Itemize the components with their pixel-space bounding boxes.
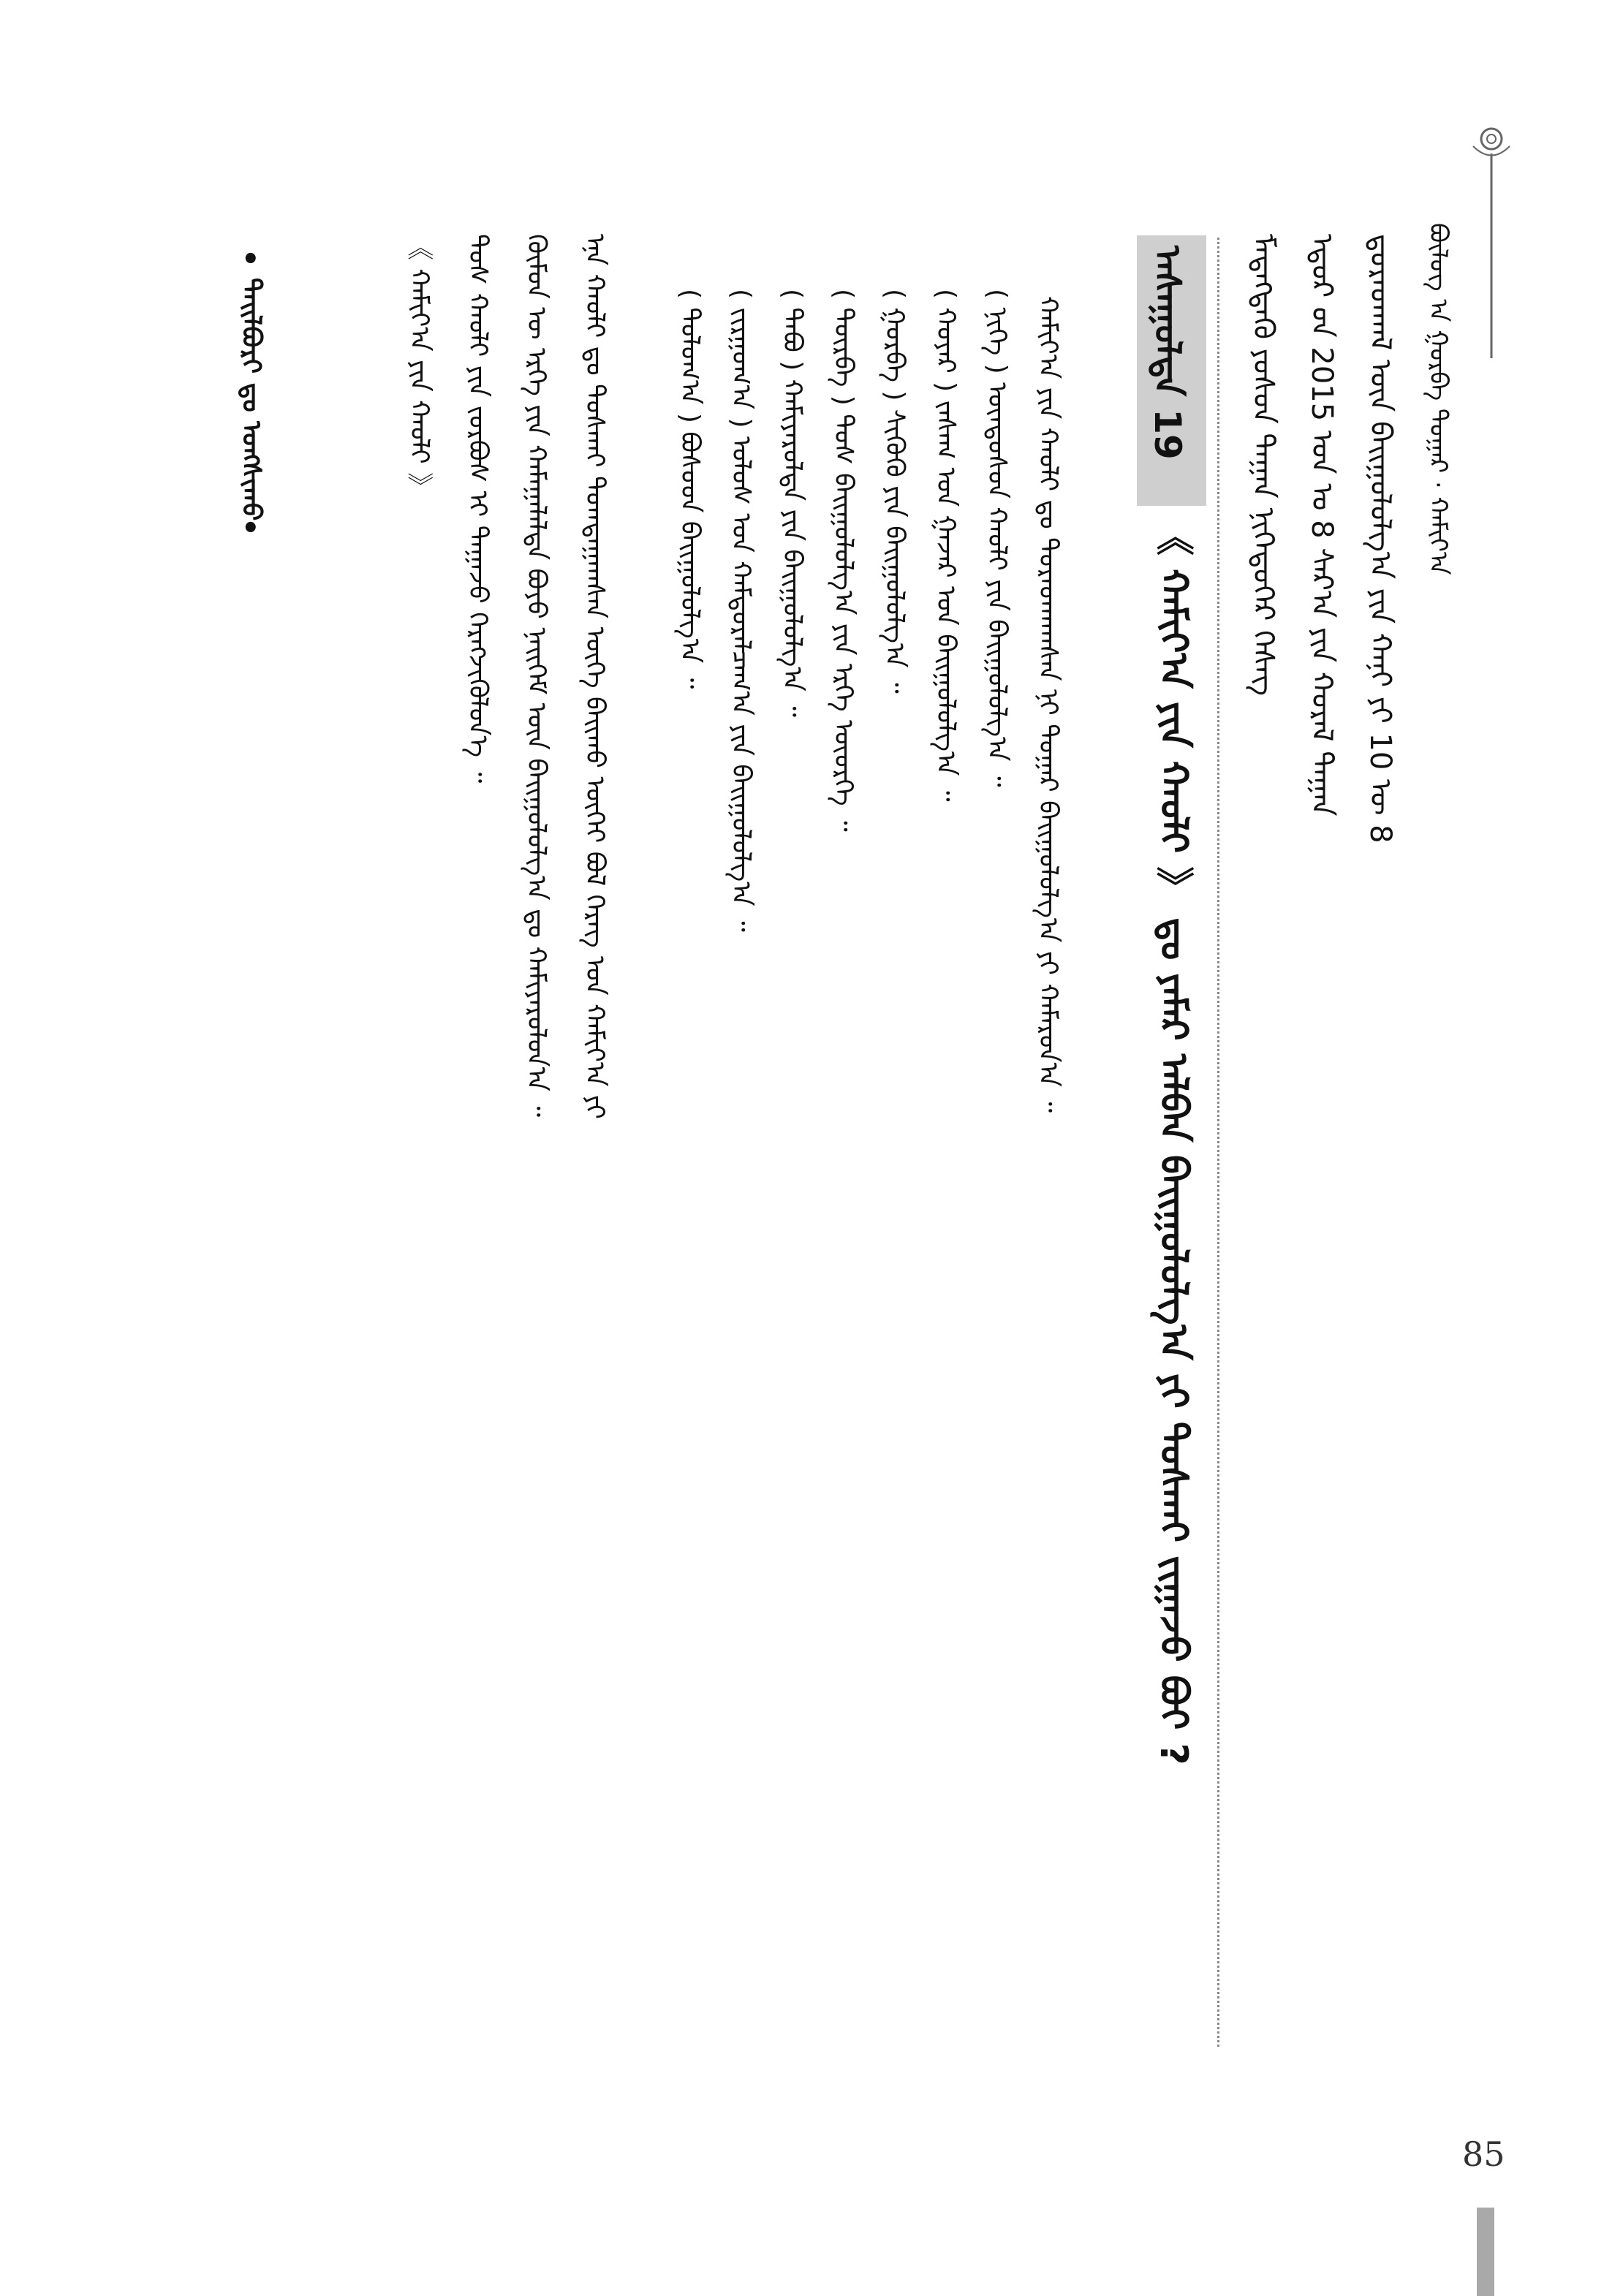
list-item-5: ( ᠲᠠᠪᠤ ) ᠬᠠᠮᠢᠶᠠᠷᠤᠯᠲᠠ ᠶᠢᠨ ᠪᠠᠢᠭᠤᠯᠤᠯᠭ᠎ᠠ ᠃ (777, 289, 807, 717)
question-text: 《 ᠬᠠᠮᠢᠶ᠎ᠠ ᠶᠢᠨ ᠬᠠᠤᠯᠢ 》 ᠳᠤ ᠶᠠᠮᠠᠷ ᠠᠯᠪᠠᠨ ᠪᠠᠢᠭᠤᠯᠤᠯᠭ᠎ᠠ ᠶᠢ ᠲᠤᠰᠬᠠᠢ ᠵᠢᠭᠠᠵᠤ ᠪᠤᠢ ? (1151, 518, 1195, 1765)
dotted-divider (1217, 238, 1219, 2047)
section-marker: ᠲᠠᠢᠯᠪᠤᠷᠢ ᠳᠤ ᠤᠩᠰᠢᠬᠤ (236, 278, 266, 521)
bullet-bottom: • (241, 512, 260, 545)
paragraph-line-2: ᠡᠳᠦᠷ ᠤ᠋ᠨ 2015 ᠤᠨ ᠤ 8 ᠰᠠᠷ᠎ᠠ ᠶᠢᠨ ᠬᠤᠷᠠᠯ ᠳᠠᠭᠠᠨ (1305, 234, 1339, 817)
page-edge-bar (1477, 2208, 1494, 2296)
page-number: 85 (1462, 2134, 1505, 2174)
list-item-4: ( ᠳᠦᠷᠪᠡ ) ᠲᠤᠰ ᠪᠠᠢᠭᠤᠯᠤᠯᠭ᠎ᠠ ᠶᠢᠨ ᠡᠷᠬᠡ ᠦᠦᠷᠭᠡ ᠃ (828, 289, 858, 832)
list-item-3: ( ᠭᠤᠷᠪᠠ ) ᠰᠢᠭᠦᠬᠦ ᠶᠢᠨ ᠪᠠᠢᠭᠤᠯᠤᠯᠭ᠎ᠠ ᠃ (879, 289, 909, 694)
closing-line-2: ᠬᠦᠮᠦᠨ ᠦ ᠡᠷᠬᠡ ᠶᠢᠨ ᠬᠠᠮᠠᠭᠠᠯᠠᠯᠲᠠ ᠪᠤᠶᠤ ᠨᠡᠢᠭᠡᠮ ᠦᠨ ᠪᠠᠢᠭᠤᠯᠤᠯᠭ᠎ᠠ ᠳᠤ ᠬᠠᠮᠢᠶᠠᠷᠤᠯᠤᠨ᠎ᠠ ᠃ (521, 234, 551, 1118)
ornament-flourish (1459, 124, 1524, 365)
paragraph-line-3: ᠮᠡᠳᠡᠭᠳᠡᠬᠦ ᠶᠤᠰᠤᠨ ᠳᠠᠭᠠᠨ ᠨᠢᠭᠡᠳᠦᠭᠡᠷ ᠬᠡᠰᠡᠭ (1246, 234, 1280, 697)
list-item-7: ( ᠳᠣᠯᠣᠭ᠎ᠠ ) ᠪᠤᠰᠤᠳ ᠪᠠᠢᠭᠤᠯᠤᠯᠭ᠎ᠠ ᠃ (675, 289, 705, 689)
list-item-1: ( ᠨᠢᠭᠡ ) ᠦᠨᠳᠦᠰᠦᠨ ᠬᠠᠤᠯᠢ ᠶᠢᠨ ᠪᠠᠢᠭᠤᠯᠤᠯᠭ᠎ᠠ ᠃ (982, 289, 1012, 787)
list-item-6: ( ᠵᠢᠷᠭᠤᠭ᠎ᠠ ) ᠤᠯᠤᠰ ᠤᠨ ᠬᠠᠮᠲᠤᠷᠠᠯᠴᠠᠭ᠎ᠠ ᠶᠢᠨ ᠪᠠᠢᠭᠤᠯᠤᠯᠭ᠎ᠠ ᠃ (726, 289, 756, 932)
running-header: ᠪᠦᠯᠦᠭ ᠠ᠋ᠨ ᠭᠤᠷᠪᠠ ᠳᠤᠭᠠᠷ · ᠬᠠᠮᠢᠶ᠎ᠠ (1423, 223, 1453, 575)
question-number: ᠠᠰᠠᠭᠤᠯᠲᠠ 19 (1146, 246, 1189, 460)
bullet-top: • (241, 243, 260, 276)
list-item-2: ( ᠬᠣᠶᠠᠷ ) ᠵᠠᠰᠠᠭ ᠤᠨ ᠭᠠᠵᠠᠷ ᠤᠨ ᠪᠠᠢᠭᠤᠯᠤᠯᠭ᠎ᠠ ᠃ (931, 289, 961, 802)
closing-line-3: ᠲᠤᠰ ᠬᠠᠤᠯᠢ ᠶᠢᠨ ᠵᠤᠷᠪᠤᠰ ᠢ ᠳᠠᠭᠠᠵᠤ ᠬᠡᠷᠡᠭᠵᠢᠭᠦᠯᠦᠨ᠎ᠡ ᠃ (463, 234, 493, 784)
answer-intro: ᠬᠠᠮᠢᠶ᠎ᠠ ᠶᠢᠨ ᠬᠠᠤᠯᠢ ᠳᠤ ᠳᠤᠷᠠᠳᠬᠠᠭᠰᠠᠨ ᠨᠢ ᠳᠤᠭᠠᠷ ᠪᠠᠢᠭᠤᠯᠤᠯᠭ᠎ᠠ ᠶᠢ ᠬᠠᠮᠠᠷᠤᠨ᠎ᠠ ᠃ (1033, 296, 1063, 1113)
closing-line-4: 《 ᠬᠠᠮᠢᠶ᠎ᠠ ᠶᠢᠨ ᠬᠠᠤᠯᠢ 》 (404, 234, 434, 499)
paragraph-line-1: ᠳ᠋ᠤᠷᠠᠳᠬᠠᠯ ᠦᠨ ᠪᠠᠢᠭᠤᠯᠤᠯᠭ᠎ᠠ ᠶᠢᠨ ᠬᠠᠨᠢ ᠶᠢ 10 ᠦ 8 (1363, 234, 1397, 844)
closing-line-1: ᠡᠨᠡ ᠬᠠᠤᠯᠢ ᠳᠤ ᠲᠤᠰᠬᠠᠢ ᠲᠣᠭᠲᠠᠭᠠᠭᠰᠠᠨ ᠦᠭᠡ ᠪᠠᠢᠬᠤ ᠦᠭᠡᠢ ᠪᠣᠯ ᠭᠡᠷᠡᠭ ᠤᠨ ᠬᠠᠮᠢᠶ᠎ᠠ ᠶᠢ (580, 234, 610, 1120)
